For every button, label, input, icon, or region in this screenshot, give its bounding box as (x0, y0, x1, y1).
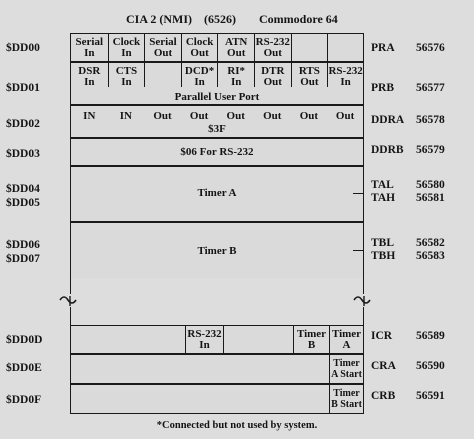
decimal-dd02: 56578 (416, 114, 445, 126)
crb-timer-b-start: Timer B Start (329, 385, 363, 413)
reg-ddrb: DDRB (371, 144, 404, 156)
address-dd0f: $DD0F (6, 394, 42, 406)
decimal-dd05: 56581 (416, 192, 445, 204)
icr-rs232-in: RS-232 In (185, 326, 223, 353)
address-dd03: $DD03 (6, 148, 40, 160)
right-rail-lower (363, 307, 364, 325)
ddrb-value: $06 For RS-232 (180, 146, 254, 158)
reg-prb: PRB (371, 82, 394, 94)
footnote: *Connected but not used by system. (156, 420, 318, 431)
bit-1-blank (291, 34, 328, 61)
timer-b-label: Timer B (197, 245, 237, 257)
bit-4-dcd-in: DCD* In (181, 63, 218, 87)
row-timer-b (70, 222, 364, 278)
reg-tal: TAL (371, 179, 394, 191)
reg-pra: PRA (371, 42, 395, 54)
reg-ddra: DDRA (371, 114, 405, 126)
left-rail-upper (70, 278, 71, 294)
ddra-value: $3F (208, 123, 226, 135)
bit-3-atn-out: ATN Out (217, 34, 254, 61)
decimal-dd07: 56583 (416, 250, 445, 262)
address-dd00: $DD00 (6, 42, 40, 54)
reg-tbh: TBH (371, 250, 396, 262)
address-dd05: $DD05 (6, 197, 40, 209)
bit-4-clock-out: Clock Out (181, 34, 218, 61)
reg-tbl: TBL (371, 237, 395, 249)
address-dd06: $DD06 (6, 239, 40, 251)
bit-1-rts-out: RTS Out (291, 63, 328, 87)
row-dd0e (70, 354, 364, 384)
decimal-dd0e: 56590 (416, 360, 445, 372)
decimal-dd06: 56582 (416, 237, 445, 249)
ddra-bit-3: Out (226, 110, 245, 122)
decimal-dd03: 56579 (416, 144, 445, 156)
bit-7-serial-in: Serial In (75, 36, 104, 59)
address-dd0e: $DD0E (6, 362, 42, 374)
bit-2-dtr-out: DTR Out (254, 63, 291, 87)
decimal-dd0f: 56591 (416, 390, 445, 402)
icr-timer-b: Timer B (293, 326, 329, 353)
address-dd07: $DD07 (6, 253, 40, 265)
bit-0-rs232-in: RS-232 In (328, 65, 363, 88)
ddra-bit-0: Out (335, 110, 355, 122)
ddra-bit-7: IN (83, 110, 96, 122)
decimal-dd0d: 56589 (416, 330, 445, 342)
bit-5-blank (144, 63, 181, 87)
ddra-bit-5: Out (153, 110, 172, 122)
timer-a-label: Timer A (197, 187, 237, 199)
row-timer-a (70, 166, 364, 222)
cra-timer-a-start: Timer A Start (329, 355, 363, 383)
bit-3-ri-in: RI* In (217, 63, 254, 87)
bit-7-dsr-in: DSR In (78, 65, 101, 88)
row-dd0d (70, 325, 364, 354)
left-rail-lower (70, 307, 71, 325)
timer-b-byte-divider (353, 250, 363, 251)
row-dd03 (70, 138, 364, 166)
reg-cra: CRA (371, 360, 396, 372)
left-break-mark (58, 292, 82, 308)
bit-0-blank (327, 34, 363, 61)
parallel-user-port-label: Parallel User Port (174, 91, 260, 103)
ddra-bit-6: IN (119, 110, 132, 122)
timer-a-byte-divider (353, 193, 363, 194)
ddra-bit-1: Out (299, 110, 319, 122)
reg-tah: TAH (371, 192, 396, 204)
part-number: (6526) (204, 12, 236, 26)
right-rail-upper (363, 278, 364, 294)
row-dd01 (70, 62, 364, 105)
decimal-dd00: 56576 (416, 42, 445, 54)
decimal-dd01: 56577 (416, 82, 445, 94)
icr-timer-a: Timer A (329, 326, 363, 353)
chip-title: CIA 2 (NMI) (126, 12, 192, 26)
icr-rs232-right-edge (223, 326, 224, 353)
decimal-dd04: 56580 (416, 179, 445, 191)
row-dd02 (70, 105, 364, 138)
address-dd04: $DD04 (6, 183, 40, 195)
bit-2-rs232-out: RS-232 Out (255, 36, 290, 59)
ddra-bit-4: Out (189, 110, 209, 122)
right-break-mark (352, 292, 376, 308)
reg-icr: ICR (371, 330, 393, 342)
address-dd02: $DD02 (6, 118, 40, 130)
row-dd00 (70, 33, 364, 62)
reg-crb: CRB (371, 390, 396, 402)
bit-6-cts-in: CTS In (108, 63, 145, 87)
address-dd0d: $DD0D (6, 334, 43, 346)
ddra-bit-2: Out (263, 110, 282, 122)
address-dd01: $DD01 (6, 82, 40, 94)
machine-name: Commodore 64 (259, 12, 338, 26)
row-dd0f (70, 384, 364, 414)
bit-6-clock-in: Clock In (108, 34, 145, 61)
bit-5-serial-out: Serial Out (144, 34, 181, 61)
